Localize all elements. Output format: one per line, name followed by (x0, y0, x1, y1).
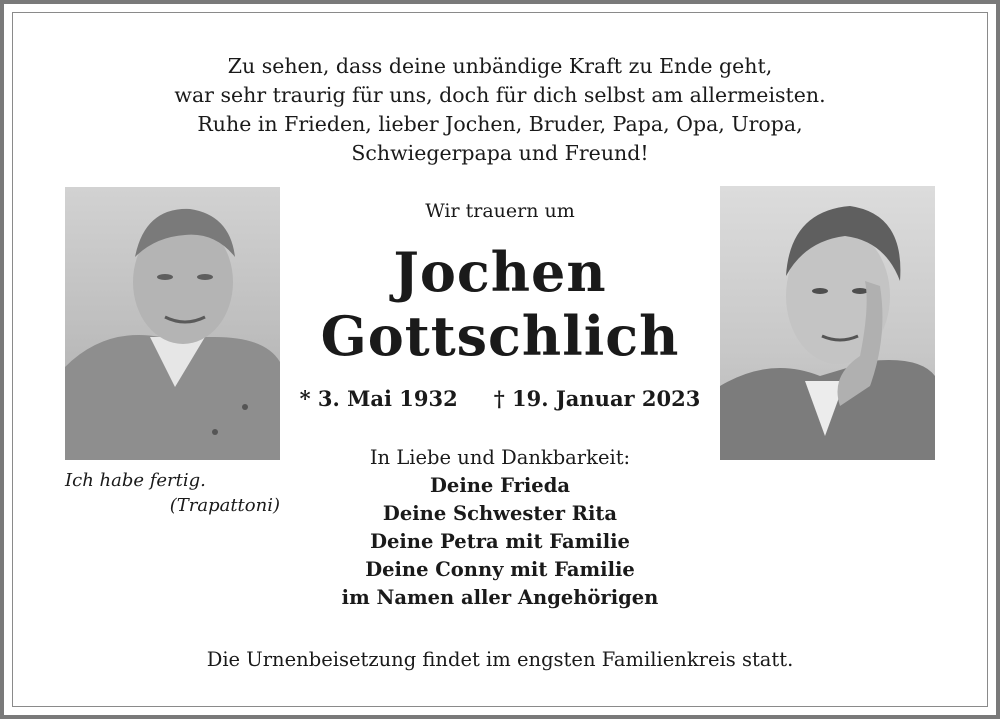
first-name: Jochen (393, 240, 607, 304)
intro-line: Ruhe in Frieden, lieber Jochen, Bruder, Papa, Opa, Uropa, (197, 112, 803, 136)
mourner-name: im Namen aller Angehörigen (341, 586, 659, 609)
last-name: Gottschlich (320, 304, 680, 368)
photo-caption (65, 468, 280, 518)
portrait-elderly-photo (65, 187, 280, 460)
intro-line: war sehr traurig für uns, doch für dich selbst am allermeisten. (174, 83, 826, 107)
caption-quote: Ich habe fertig. (65, 470, 206, 491)
mourner-name: Deine Conny mit Familie (365, 558, 635, 581)
death-date: † 19. Januar 2023 (493, 386, 701, 411)
mourner-name: Deine Petra mit Familie (370, 530, 630, 553)
portrait-young-photo (720, 186, 935, 460)
deceased-name (260, 240, 740, 368)
mourn-intro: Wir trauern um (425, 200, 575, 222)
mourner-name: Deine Schwester Rita (382, 502, 618, 525)
life-dates (260, 386, 740, 411)
birth-date: * 3. Mai 1932 (299, 386, 458, 411)
intro-line: Schwiegerpapa und Freund! (351, 141, 649, 165)
intro-line: Zu sehen, dass deine unbändige Kraft zu Ende geht, (227, 54, 773, 78)
intro-verse (100, 52, 900, 168)
mourner-name: Deine Frieda (430, 474, 570, 497)
thanks-heading: In Liebe und Dankbarkeit: (369, 446, 631, 469)
burial-notice: Die Urnenbeisetzung findet im engsten Familienkreis statt. (206, 648, 794, 671)
mourners-list (250, 444, 750, 612)
caption-attribution: (Trapattoni) (169, 495, 280, 516)
